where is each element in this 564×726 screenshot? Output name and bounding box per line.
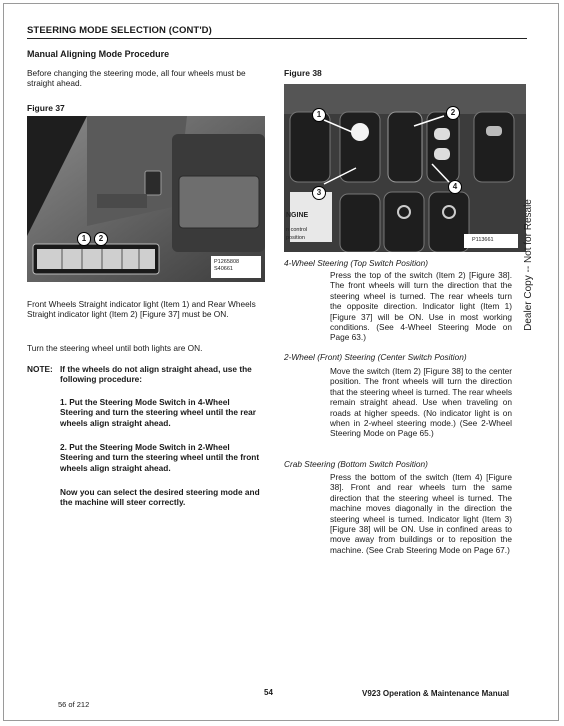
note-step-1: 1. Put the Steering Mode Switch in 4-Wheel Steering and turn the steering wheel until the rear wheels align straight ahead. xyxy=(60,397,256,428)
figure38-callout-4: 4 xyxy=(448,180,462,194)
para-turn-wheel: Turn the steering wheel until both lights are ON. xyxy=(27,343,203,353)
mode2-text: Move the switch (Item 2) [Figure 38] to the center position. The front wheels will turn the direction that the steering wheel is turned. The rear wheels remain straight ahead. Use when traveling on roads at higher speeds. (No indicator light is on when in 2-wheel steering mode.) (See 2-Wheel Steering Mode on Page 65.) xyxy=(330,366,512,439)
figure37-code xyxy=(214,259,239,272)
para-indicator-lights: Front Wheels Straight indicator light (Item 1) and Rear Wheels Straight indicator light (Item 2) [Figure 37] must be ON. xyxy=(27,299,256,320)
dealer-copy-watermark: Dealer Copy -- Not for Resale xyxy=(523,199,534,331)
section-title: Manual Aligning Mode Procedure xyxy=(27,49,170,59)
figure38-label: Figure 38 xyxy=(284,68,322,78)
mode3-title: Crab Steering (Bottom Switch Position) xyxy=(284,459,428,469)
figure37-callout-1: 1 xyxy=(77,232,91,246)
figure38-callout-1: 1 xyxy=(312,108,326,122)
note-step-2: 2. Put the Steering Mode Switch in 2-Wheel Steering and turn the steering wheel until the front wheels align straight ahead. xyxy=(60,442,260,473)
figure38-callout-3: 3 xyxy=(312,186,326,200)
note-text: If the wheels do not align straight ahead, use the following procedure: xyxy=(60,364,252,385)
mode2-title: 2-Wheel (Front) Steering (Center Switch Position) xyxy=(284,352,467,362)
figure38-callout-2: 2 xyxy=(446,106,460,120)
footer-manual-title: V923 Operation & Maintenance Manual xyxy=(362,689,510,698)
figure38-engine-text: NGINE xyxy=(286,212,309,219)
figure37-drawing xyxy=(27,116,265,282)
header-rule xyxy=(27,38,527,39)
figure37-code-2: S40661 xyxy=(214,265,233,272)
figure38-control-text: n control xyxy=(286,227,308,233)
figure38-position-text: position xyxy=(286,235,305,241)
page-title: STEERING MODE SELECTION (CONT'D) xyxy=(27,25,212,36)
figure37-image xyxy=(27,116,265,282)
figure38-image xyxy=(284,84,526,252)
note-closing: Now you can select the desired steering mode and the machine will steer correctly. xyxy=(60,487,260,508)
footer-page-of: 56 of 212 xyxy=(58,700,90,709)
figure38-code: P113661 xyxy=(472,237,494,243)
note-label: NOTE: xyxy=(27,364,53,374)
figure37-label: Figure 37 xyxy=(27,103,65,113)
intro-text: Before changing the steering mode, all four wheels must be straight ahead. xyxy=(27,68,246,89)
mode1-text: Press the top of the switch (Item 2) [Figure 38]. The front wheels will turn the direction that the steering wheel is turned. The rear wheels turn the opposite direction. Indicator light (Item 1) [Figure 37] will be ON. Use in most working conditions. (See 4-Wheel Steering Mode on Page 63.) xyxy=(330,270,512,343)
mode1-title: 4-Wheel Steering (Top Switch Position) xyxy=(284,258,429,268)
figure37-code-1: P1265808 xyxy=(214,259,240,265)
figure37-callout-2: 2 xyxy=(94,232,108,246)
footer-page-number: 54 xyxy=(264,688,273,697)
mode3-text: Press the bottom of the switch (Item 4) [Figure 38]. Front and rear wheels turn the same direction that the steering wheel is turned. The machine moves diagonally in the direction the steering wheel is turned. Indicator light (Item 3) [Figure 38] will be ON. Use in confined areas to move away from buildings or to reposition the machine. (See Crab Steering Mode on Page 67.) xyxy=(330,472,512,555)
